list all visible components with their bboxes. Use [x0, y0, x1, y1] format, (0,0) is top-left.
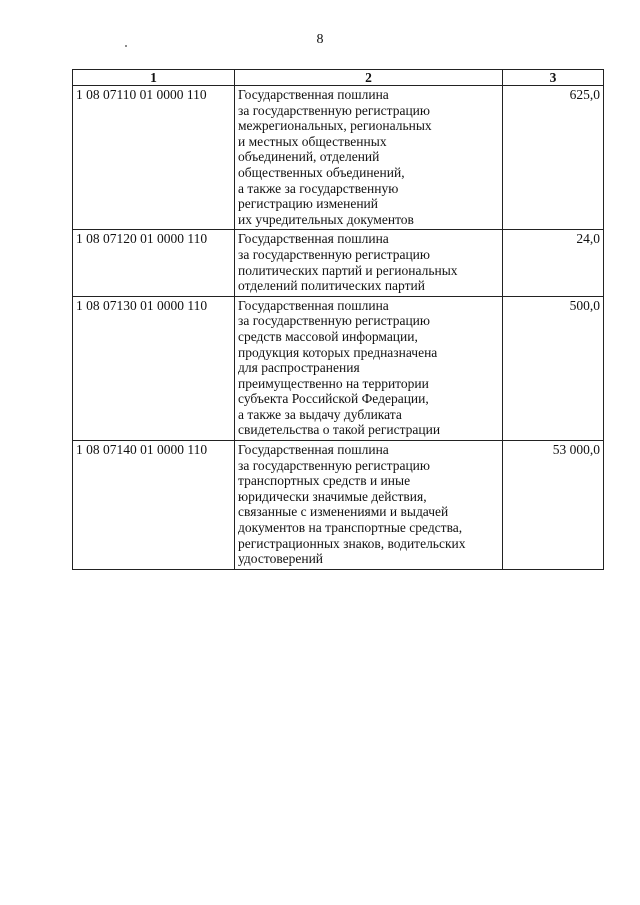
description-line: субъекта Российской Федерации, [238, 391, 429, 407]
description-line: а также за выдачу дубликата [238, 406, 402, 422]
description-line: средств массовой информации, [238, 328, 418, 344]
description-line: для распространения [238, 360, 360, 376]
budget-code-cell: 1 08 07140 01 0000 110 [73, 441, 235, 570]
column-header-2: 2 [235, 70, 503, 86]
description-line: документов на транспортные средства, [238, 520, 463, 536]
description-line: их учредительных документов [238, 211, 414, 227]
description-line: объединений, отделений [238, 149, 380, 165]
description-line: юридически значимые действия, [238, 488, 427, 504]
budget-code-cell: 1 08 07120 01 0000 110 [73, 230, 235, 296]
description-cell [235, 86, 503, 230]
description-cell [235, 441, 503, 570]
description-line: регистрацию изменений [238, 196, 379, 212]
table-row [73, 86, 604, 230]
page-number: 8 [316, 32, 324, 47]
fee-table [72, 69, 604, 570]
amount-cell: 625,0 [503, 86, 604, 230]
description-line: регистрационных знаков, водительских [238, 535, 466, 551]
description-line: политических партий и региональных [238, 262, 458, 278]
amount-cell: 24,0 [503, 230, 604, 296]
description-line: преимущественно на территории [238, 375, 429, 391]
description-line: Государственная пошлина [238, 442, 389, 458]
budget-code-cell: 1 08 07130 01 0000 110 [73, 296, 235, 440]
description-line: продукция которых предназначена [238, 344, 438, 360]
description-line: общественных объединений, [238, 164, 405, 180]
table-row [73, 296, 604, 440]
description-line: Государственная пошлина [238, 297, 389, 313]
table-row [73, 441, 604, 570]
amount-cell: 500,0 [503, 296, 604, 440]
column-header-1: 1 [73, 70, 235, 86]
scan-speck [125, 45, 127, 47]
description-line: отделений политических партий [238, 278, 425, 294]
description-line: межрегиональных, региональных [238, 118, 432, 134]
description-line: за государственную регистрацию [238, 457, 430, 473]
table-row [73, 230, 604, 296]
description-line: связанные с изменениями и выдачей [238, 504, 449, 520]
description-line: свидетельства о такой регистрации [238, 422, 441, 438]
column-header-3: 3 [503, 70, 604, 86]
description-line: за государственную регистрацию [238, 313, 430, 329]
description-line: и местных общественных [238, 133, 387, 149]
description-cell [235, 296, 503, 440]
description-line: транспортных средств и иные [238, 473, 411, 489]
amount-cell: 53 000,0 [503, 441, 604, 570]
description-line: Государственная пошлина [238, 231, 389, 247]
table-header-row [73, 70, 604, 86]
budget-code-cell: 1 08 07110 01 0000 110 [73, 86, 235, 230]
description-line: удостоверений [238, 551, 324, 567]
description-line: а также за государственную [238, 180, 399, 196]
description-line: за государственную регистрацию [238, 246, 430, 262]
description-line: Государственная пошлина [238, 87, 389, 102]
description-line: за государственную регистрацию [238, 102, 430, 118]
description-cell [235, 230, 503, 296]
